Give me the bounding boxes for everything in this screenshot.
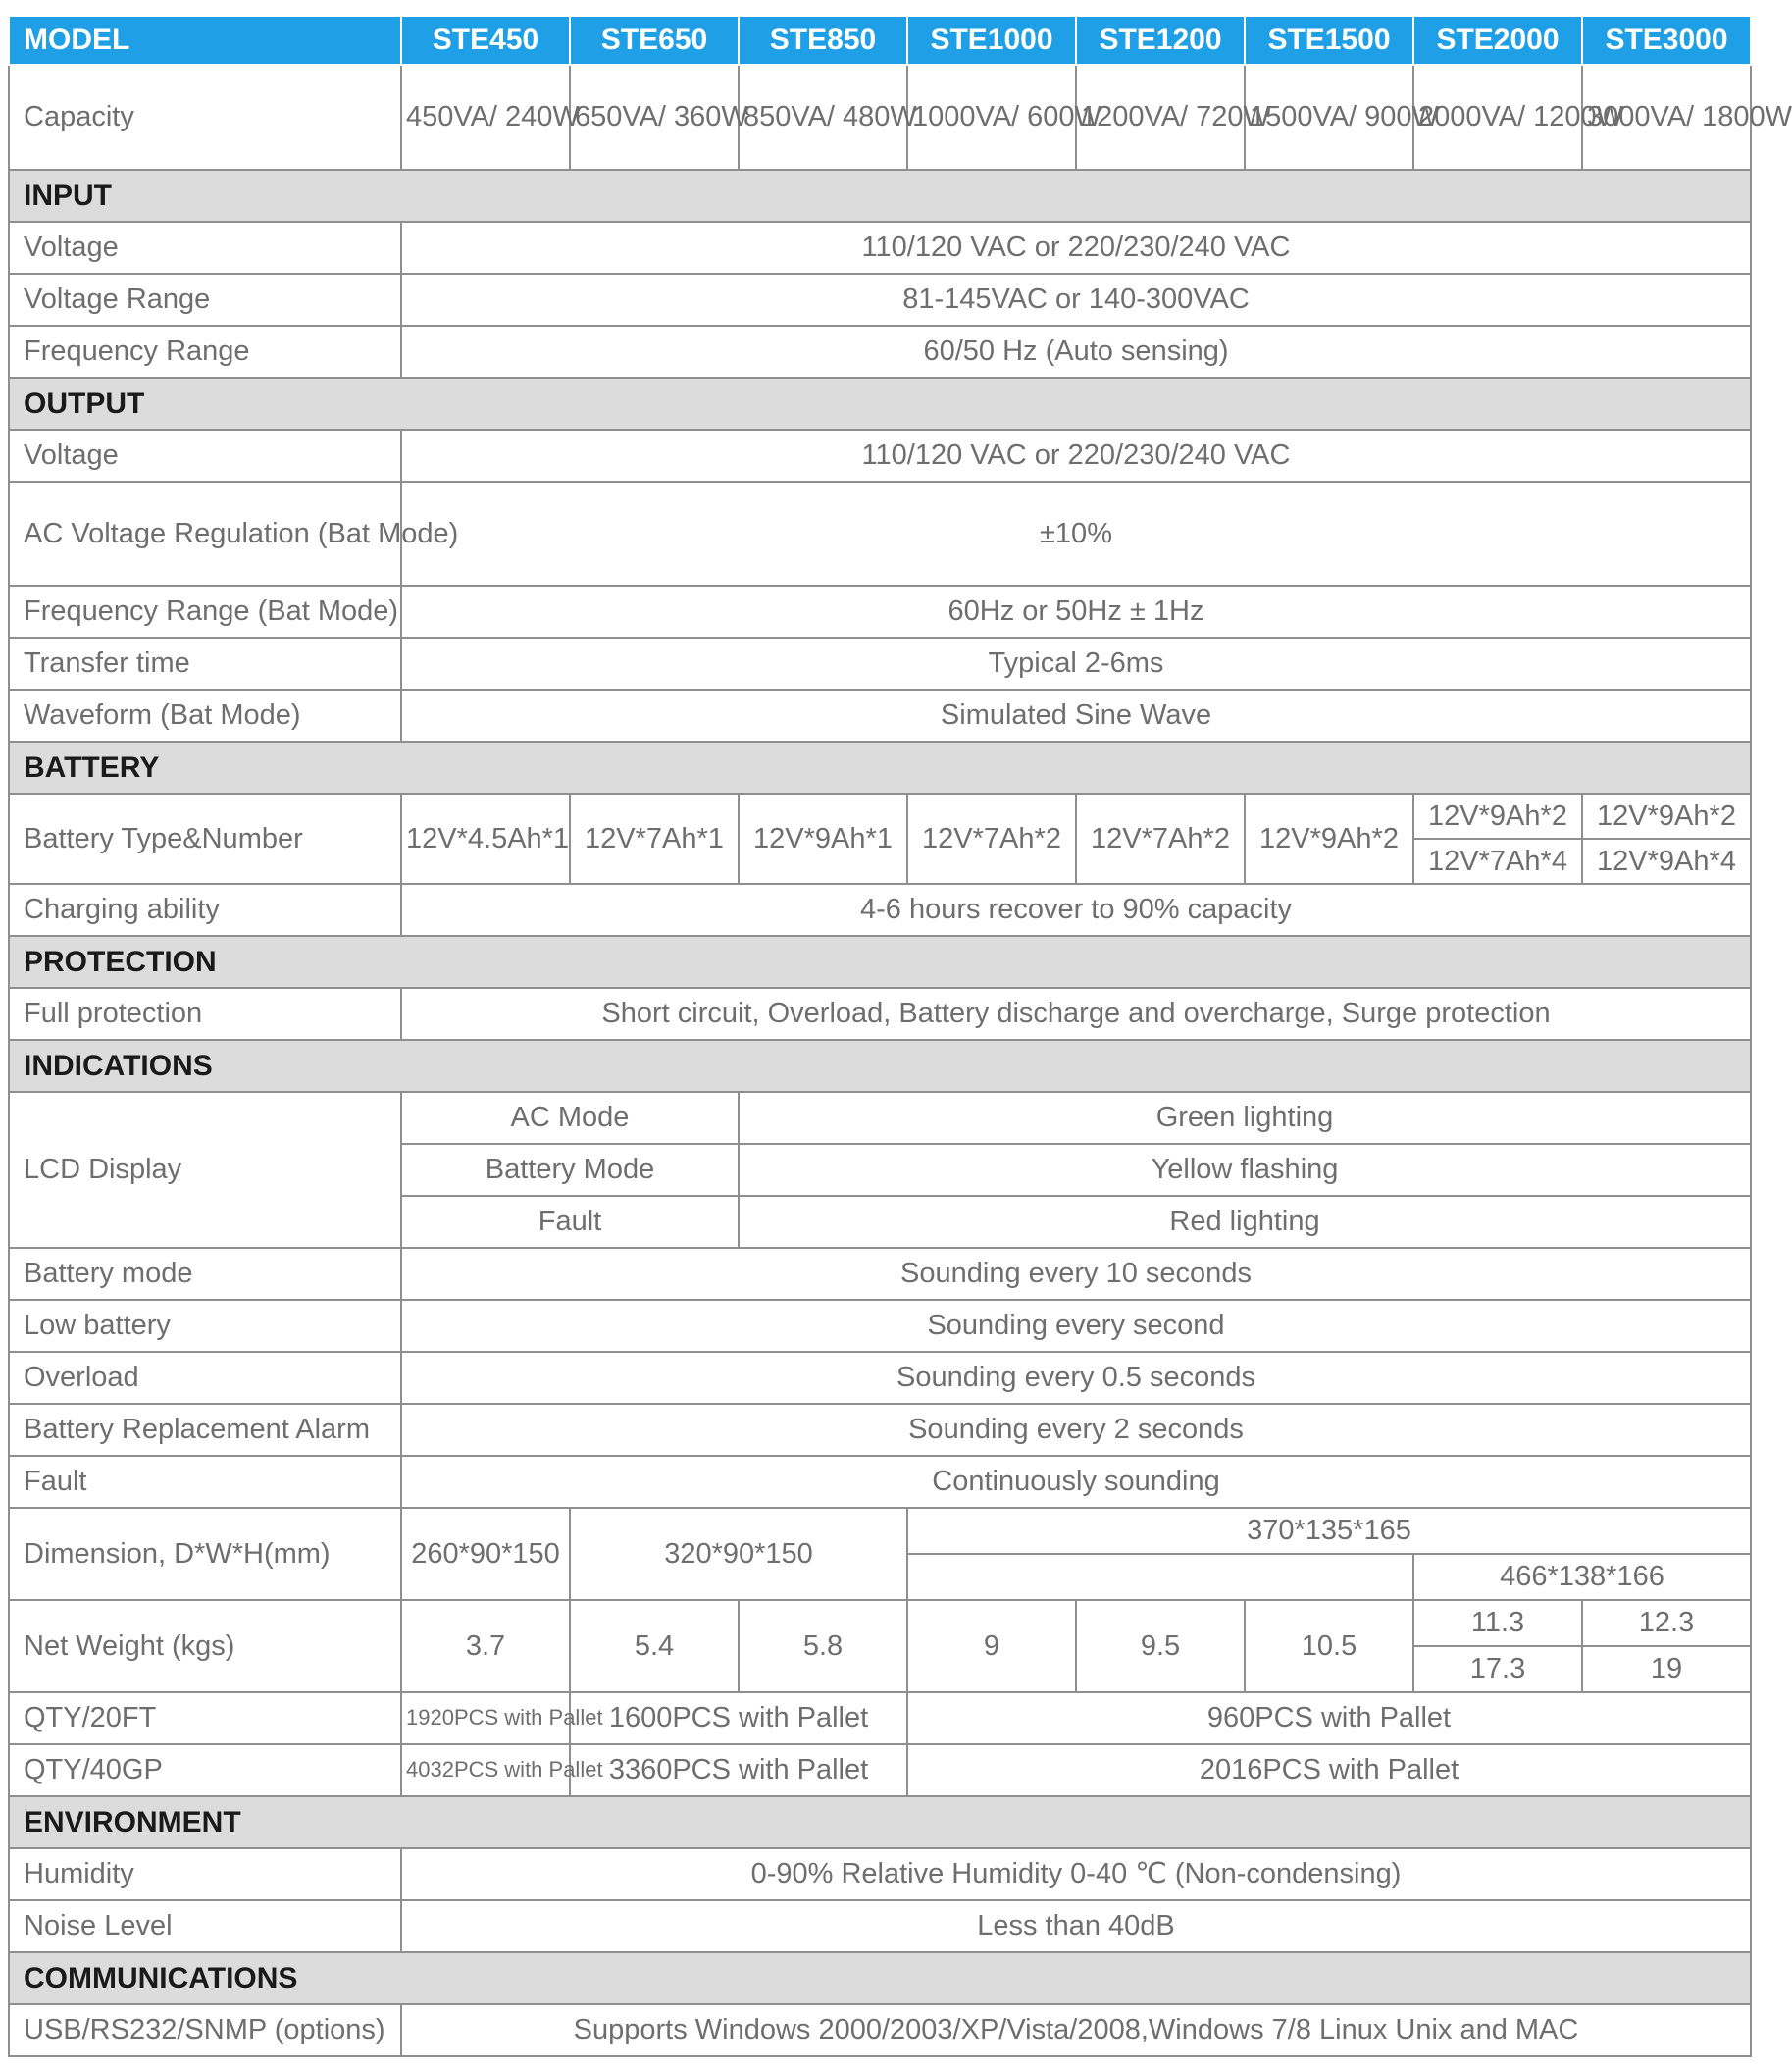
row-label: Humidity	[9, 1848, 401, 1900]
weight-value: 3.7	[401, 1600, 570, 1692]
row-value: Typical 2-6ms	[401, 638, 1751, 690]
model-ste650: STE650	[570, 16, 739, 65]
row-value: 81-145VAC or 140-300VAC	[401, 274, 1751, 326]
row-label: AC Voltage Regulation (Bat Mode)	[9, 482, 401, 586]
battery-value: 12V*7Ah*2	[907, 794, 1076, 884]
model-header-row	[9, 16, 1751, 65]
row-label: Voltage	[9, 222, 401, 274]
dimension-value: 320*90*150	[570, 1508, 907, 1600]
weight-value: 12.3	[1582, 1600, 1751, 1646]
spec-sheet	[8, 15, 1792, 2057]
row-label: Battery Replacement Alarm	[9, 1404, 401, 1456]
capacity-label: Capacity	[9, 65, 401, 170]
section-title: INPUT	[9, 170, 1751, 222]
model-label: MODEL	[9, 16, 401, 65]
row-value: 60Hz or 50Hz ± 1Hz	[401, 586, 1751, 638]
weight-value: 5.4	[570, 1600, 739, 1692]
dimension-blank	[907, 1554, 1413, 1600]
capacity-value: 1500VA/ 900W	[1245, 65, 1413, 170]
qty20-row	[9, 1692, 1751, 1744]
row-value: ±10%	[401, 482, 1751, 586]
row-label: Voltage	[9, 430, 401, 482]
capacity-value: 450VA/ 240W	[401, 65, 570, 170]
section-title: PROTECTION	[9, 936, 1751, 988]
lcd-value: Red lighting	[739, 1196, 1751, 1248]
row-label: Frequency Range (Bat Mode)	[9, 586, 401, 638]
model-ste450: STE450	[401, 16, 570, 65]
noise-row	[9, 1900, 1751, 1952]
spec-table	[8, 15, 1792, 2057]
row-value: 4-6 hours recover to 90% capacity	[401, 884, 1751, 936]
capacity-value: 1000VA/ 600W	[907, 65, 1076, 170]
section-title: INDICATIONS	[9, 1040, 1751, 1092]
row-value: Short circuit, Overload, Battery discharge and overcharge, Surge protection	[401, 988, 1751, 1040]
row-label: Waveform (Bat Mode)	[9, 690, 401, 742]
weight-value: 17.3	[1413, 1646, 1582, 1692]
row-value: Sounding every 2 seconds	[401, 1404, 1751, 1456]
qty-value: 3360PCS with Pallet	[570, 1744, 907, 1796]
usb-row	[9, 2004, 1751, 2056]
section-environment	[9, 1796, 1751, 1848]
capacity-value: 850VA/ 480W	[739, 65, 907, 170]
model-ste3000: STE3000	[1582, 16, 1751, 65]
model-ste1200: STE1200	[1076, 16, 1245, 65]
input-voltage-row	[9, 222, 1751, 274]
capacity-value: 1200VA/ 720W	[1076, 65, 1245, 170]
row-label: Full protection	[9, 988, 401, 1040]
row-value: Continuously sounding	[401, 1456, 1751, 1508]
dimension-value: 370*135*165	[907, 1508, 1751, 1554]
capacity-value: 3000VA/ 1800W	[1582, 65, 1751, 170]
row-value: 60/50 Hz (Auto sensing)	[401, 326, 1751, 378]
battery-type-row	[9, 794, 1751, 839]
row-label: Noise Level	[9, 1900, 401, 1952]
weight-row	[9, 1600, 1751, 1646]
lcd-value: Yellow flashing	[739, 1144, 1751, 1196]
overload-row	[9, 1352, 1751, 1404]
battery-mode-row	[9, 1248, 1751, 1300]
row-label: USB/RS232/SNMP (options)	[9, 2004, 401, 2056]
battery-value: 12V*9Ah*2	[1582, 794, 1751, 839]
row-label: Net Weight (kgs)	[9, 1600, 401, 1692]
battery-value: 12V*9Ah*2	[1413, 794, 1582, 839]
weight-value: 5.8	[739, 1600, 907, 1692]
row-value: Simulated Sine Wave	[401, 690, 1751, 742]
row-label: Frequency Range	[9, 326, 401, 378]
model-ste1500: STE1500	[1245, 16, 1413, 65]
weight-value: 11.3	[1413, 1600, 1582, 1646]
humidity-row	[9, 1848, 1751, 1900]
row-label: Overload	[9, 1352, 401, 1404]
output-voltage-row	[9, 430, 1751, 482]
qty-value: 4032PCS with Pallet	[401, 1744, 570, 1796]
lcd-value: Green lighting	[739, 1092, 1751, 1144]
model-ste850: STE850	[739, 16, 907, 65]
section-battery	[9, 742, 1751, 794]
low-battery-row	[9, 1300, 1751, 1352]
row-value: 0-90% Relative Humidity 0-40 ℃ (Non-condensing)	[401, 1848, 1751, 1900]
row-label: Low battery	[9, 1300, 401, 1352]
row-value: Less than 40dB	[401, 1900, 1751, 1952]
qty-value: 1600PCS with Pallet	[570, 1692, 907, 1744]
qty-value: 1920PCS with Pallet	[401, 1692, 570, 1744]
row-label: Battery mode	[9, 1248, 401, 1300]
lcd-mode: AC Mode	[401, 1092, 739, 1144]
capacity-value: 650VA/ 360W	[570, 65, 739, 170]
row-value: 110/120 VAC or 220/230/240 VAC	[401, 222, 1751, 274]
input-voltage-range-row	[9, 274, 1751, 326]
row-label: Voltage Range	[9, 274, 401, 326]
battery-charging-row	[9, 884, 1751, 936]
model-ste2000: STE2000	[1413, 16, 1582, 65]
section-input	[9, 170, 1751, 222]
dimension-value: 260*90*150	[401, 1508, 570, 1600]
row-value: Sounding every second	[401, 1300, 1751, 1352]
battery-value: 12V*7Ah*2	[1076, 794, 1245, 884]
model-ste1000: STE1000	[907, 16, 1076, 65]
row-label: Transfer time	[9, 638, 401, 690]
battery-value: 12V*4.5Ah*1	[401, 794, 570, 884]
section-protection	[9, 936, 1751, 988]
input-frequency-row	[9, 326, 1751, 378]
capacity-value: 2000VA/ 1200W	[1413, 65, 1582, 170]
section-indications	[9, 1040, 1751, 1092]
dimension-row	[9, 1508, 1751, 1554]
row-label: QTY/40GP	[9, 1744, 401, 1796]
row-value: Sounding every 10 seconds	[401, 1248, 1751, 1300]
lcd-mode: Battery Mode	[401, 1144, 739, 1196]
battery-value: 12V*9Ah*4	[1582, 839, 1751, 884]
section-communications	[9, 1952, 1751, 2004]
weight-value: 19	[1582, 1646, 1751, 1692]
row-label: Battery Type&Number	[9, 794, 401, 884]
row-value: Supports Windows 2000/2003/XP/Vista/2008,Windows 7/8 Linux Unix and MAC	[401, 2004, 1751, 2056]
row-label: LCD Display	[9, 1092, 401, 1248]
row-value: 110/120 VAC or 220/230/240 VAC	[401, 430, 1751, 482]
row-label: Fault	[9, 1456, 401, 1508]
dimension-value: 466*138*166	[1413, 1554, 1751, 1600]
output-waveform-row	[9, 690, 1751, 742]
output-transfer-row	[9, 638, 1751, 690]
fault-row	[9, 1456, 1751, 1508]
qty40-row	[9, 1744, 1751, 1796]
row-label: Dimension, D*W*H(mm)	[9, 1508, 401, 1600]
replacement-row	[9, 1404, 1751, 1456]
lcd-row	[9, 1092, 1751, 1144]
section-output	[9, 378, 1751, 430]
row-label: QTY/20FT	[9, 1692, 401, 1744]
section-title: OUTPUT	[9, 378, 1751, 430]
battery-value: 12V*7Ah*4	[1413, 839, 1582, 884]
battery-value: 12V*9Ah*2	[1245, 794, 1413, 884]
battery-value: 12V*7Ah*1	[570, 794, 739, 884]
weight-value: 9	[907, 1600, 1076, 1692]
output-frequency-row	[9, 586, 1751, 638]
capacity-row	[9, 65, 1751, 170]
lcd-mode: Fault	[401, 1196, 739, 1248]
protection-row	[9, 988, 1751, 1040]
weight-value: 10.5	[1245, 1600, 1413, 1692]
section-title: ENVIRONMENT	[9, 1796, 1751, 1848]
battery-value: 12V*9Ah*1	[739, 794, 907, 884]
row-label: Charging ability	[9, 884, 401, 936]
qty-value: 960PCS with Pallet	[907, 1692, 1751, 1744]
row-value: Sounding every 0.5 seconds	[401, 1352, 1751, 1404]
output-regulation-row	[9, 482, 1751, 586]
section-title: COMMUNICATIONS	[9, 1952, 1751, 2004]
weight-value: 9.5	[1076, 1600, 1245, 1692]
section-title: BATTERY	[9, 742, 1751, 794]
qty-value: 2016PCS with Pallet	[907, 1744, 1751, 1796]
